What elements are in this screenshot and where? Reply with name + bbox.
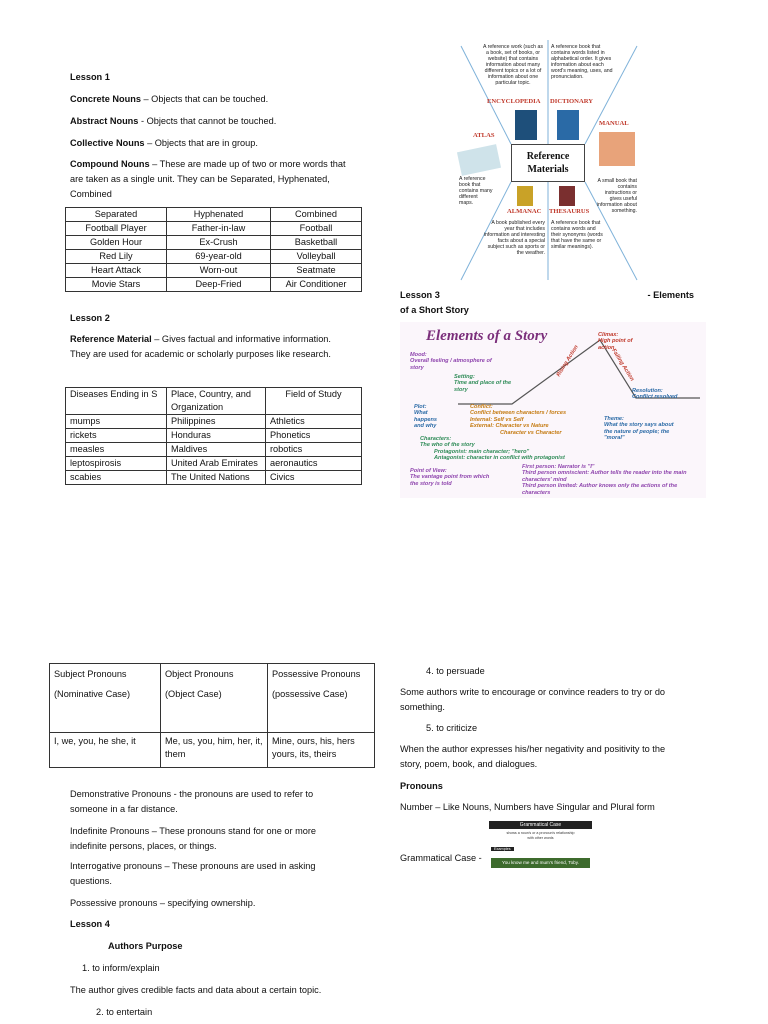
table-cell: Seatmate [271,264,362,278]
table-cell: Maldives [167,443,266,457]
reference-materials-center: Reference Materials [511,144,585,182]
theme-label: Theme: What the story says about the nature of people; the "moral" [604,416,674,442]
table-row [66,429,362,443]
table-cell: Red Lily [66,250,167,264]
collective-nouns-line: Collective Nouns – Objects that are in group. [70,138,258,148]
table-cell: The United Nations [167,471,266,485]
table-header-row [50,664,375,733]
table-cell: Phonetics [266,429,362,443]
thesaurus-label: THESAURUS [549,208,590,215]
table-cell: leptospirosis [66,457,167,471]
setting-label: Setting: Time and place of the story [454,374,512,393]
table-cell: Civics [266,471,362,485]
falling-action-label: Falling Action [610,347,635,383]
abstract-nouns-line: Abstract Nouns - Objects that cannot be touched. [70,116,277,126]
almanac-label: ALMANAC [507,208,542,215]
object-pronouns-header: Object Pronouns (Object Case) [161,664,268,733]
table-cell: Mine, ours, his, hers yours, its, theirs [268,733,375,768]
gram-figure-title: Grammatical Case [489,821,592,829]
manual-text: A small book that contains instructions or gives useful information about something. [596,178,637,214]
table-header-row [66,208,362,222]
table-header: Place, Country, and Organization [167,388,266,415]
lesson1-heading: Lesson 1 [70,72,110,82]
table-cell: Golden Hour [66,236,167,250]
table-header: Separated [66,208,167,222]
purpose-item-1: 1. to inform/explain [82,963,160,973]
almanac-image [517,186,533,206]
pronouns-heading: Pronouns [400,781,443,791]
compound-nouns-def: Compound Nouns – These are made up of two or more words that are taken as a single unit. They can be Separated, Hyphenated, Combined [70,159,346,199]
table-cell: Heart Attack [66,264,167,278]
table-header: Field of Study [266,388,362,415]
point-of-view-label: Point of View: The vantage point from which the story is told [410,468,490,487]
number-line: Number – Like Nouns, Numbers have Singular and Plural form [400,802,655,812]
purpose-item-1-text: The author gives credible facts and data about a certain topic. [70,985,322,995]
encyclopedia-text: A reference work (such as a book, set of books, or website) that contains information about many different topics or a lot of information about one particular topic. [483,44,543,86]
possessive-pronouns: Possessive pronouns – specifying ownership. [70,898,256,908]
table-cell: aeronautics [266,457,362,471]
reference-material-def: Reference Material – Gives factual and informative information. They are used for academic or scholarly purposes like research. [70,334,331,359]
table-cell: Father-in-law [167,222,271,236]
table-row [66,415,362,429]
table-cell: Football Player [66,222,167,236]
table-cell: 69-year-old [167,250,271,264]
compound-nouns-table [65,207,362,292]
story-figure-title: Elements of a Story [426,328,548,344]
table-cell: Honduras [167,429,266,443]
characters-label: Characters: The who of the story Protagonist: main character; "hero" Antagonist: character in conflict with protagonist [420,436,565,462]
table-row [66,264,362,278]
table-header: Diseases Ending in S [66,388,167,415]
resolution-label: Resolution: Conflict resolved [632,388,678,401]
table-header-row [66,388,362,415]
table-cell: Volleyball [271,250,362,264]
table-cell: Movie Stars [66,278,167,292]
table-row [66,278,362,292]
purpose-item-4-text: Some authors write to encourage or convince readers to try or do something. [400,687,666,712]
table-cell: Deep-Fried [167,278,271,292]
table-cell: Philippines [167,415,266,429]
purpose-item-2: 2. to entertain [96,1007,153,1017]
table-cell: mumps [66,415,167,429]
table-cell: I, we, you, he she, it [50,733,161,768]
indefinite-pronouns: Indefinite Pronouns – These pronouns stand for one or more indefinite persons, places, or things. [70,826,317,851]
purpose-item-4: 4. to persuade [426,666,485,676]
subject-pronouns-header: Subject Pronouns (Nominative Case) [50,664,161,733]
lesson2-heading: Lesson 2 [70,313,110,323]
table-cell: United Arab Emirates [167,457,266,471]
table-header: Hyphenated [167,208,271,222]
table-row [50,733,375,768]
table-cell: Football [271,222,362,236]
table-row [66,250,362,264]
encyclopedia-image [515,110,537,140]
table-cell: Me, us, you, him, her, it, them [161,733,268,768]
encyclopedia-label: ENCYCLOPEDIA [487,98,541,105]
table-cell: robotics [266,443,362,457]
mood-label: Mood: Overall feeling / atmosphere of story [410,352,492,371]
thesaurus-image [559,186,575,206]
purpose-item-5-text: When the author expresses his/her negativity and positivity to the story, poem, book, and dialogues. [400,744,666,769]
plot-label: Plot: What happens and why [414,404,438,430]
dictionary-text: A reference book that contains words listed in alphabetical order. It gives information about each word's meaning, uses, and pronunciation. [551,44,613,80]
grammatical-case-label: Grammatical Case - [400,853,482,863]
purpose-item-5: 5. to criticize [426,723,478,733]
authors-purpose-heading: Authors Purpose [108,941,183,951]
manual-label: MANUAL [599,120,629,127]
table-cell: Worn-out [167,264,271,278]
manual-image [599,132,635,166]
table-cell: Athletics [266,415,362,429]
dictionary-label: DICTIONARY [550,98,593,105]
table-cell: measles [66,443,167,457]
gram-figure-sentence: You know me and mum's friend, Toby. [491,858,590,868]
reference-materials-figure [453,40,645,288]
grammatical-case-figure [489,821,592,883]
table-header: Combined [271,208,362,222]
lesson4-heading: Lesson 4 [70,919,110,929]
table-cell: Ex-Crush [167,236,271,250]
interrogative-pronouns: Interrogative pronouns – These pronouns are used in asking questions. [70,861,316,886]
table-row [66,443,362,457]
demonstrative-pronouns: Demonstrative Pronouns - the pronouns are used to refer to someone in a far distance. [70,789,314,814]
thesaurus-text: A reference book that contains words and their synonyms (words that have the same or similar meanings). [551,220,603,250]
reference-table [65,387,362,485]
table-row [66,457,362,471]
gram-figure-examples: Examples [491,847,514,851]
point-of-view-types: First person: Narrator is "I" Third person omniscient: Author tells the reader into the main characters' mind Third person limited: Author knows only the actions of the characters [522,464,687,496]
pronoun-case-table [49,663,375,768]
atlas-text: A reference book that contains many different maps. [459,176,493,206]
possessive-pronouns-header: Possessive Pronouns (possessive Case) [268,664,375,733]
atlas-image [457,144,501,176]
lesson3-heading: Lesson 3 - Elements of a Short Story [400,290,694,315]
table-cell: scabies [66,471,167,485]
almanac-text: A book published every year that includes information and interesting facts about a special subject such as sports or the weather. [483,220,545,256]
table-row [66,222,362,236]
table-row [66,236,362,250]
elements-of-story-figure [400,322,706,498]
conflict-label: Conflict: Conflict between characters / forces Internal: Self vs Self External: Character vs Nature Character vs Character [470,404,567,436]
table-cell: Basketball [271,236,362,250]
gram-figure-subtitle: shows a noun's or a pronoun's relationship with other words [506,831,575,840]
climax-label: Climax: High point of action [598,332,633,351]
dictionary-image [557,110,579,140]
table-row [66,471,362,485]
concrete-nouns-line: Concrete Nouns – Objects that can be touched. [70,94,269,104]
table-cell: rickets [66,429,167,443]
atlas-label: ATLAS [473,132,495,139]
table-cell: Air Conditioner [271,278,362,292]
rising-action-label: Rising Action [555,344,580,378]
